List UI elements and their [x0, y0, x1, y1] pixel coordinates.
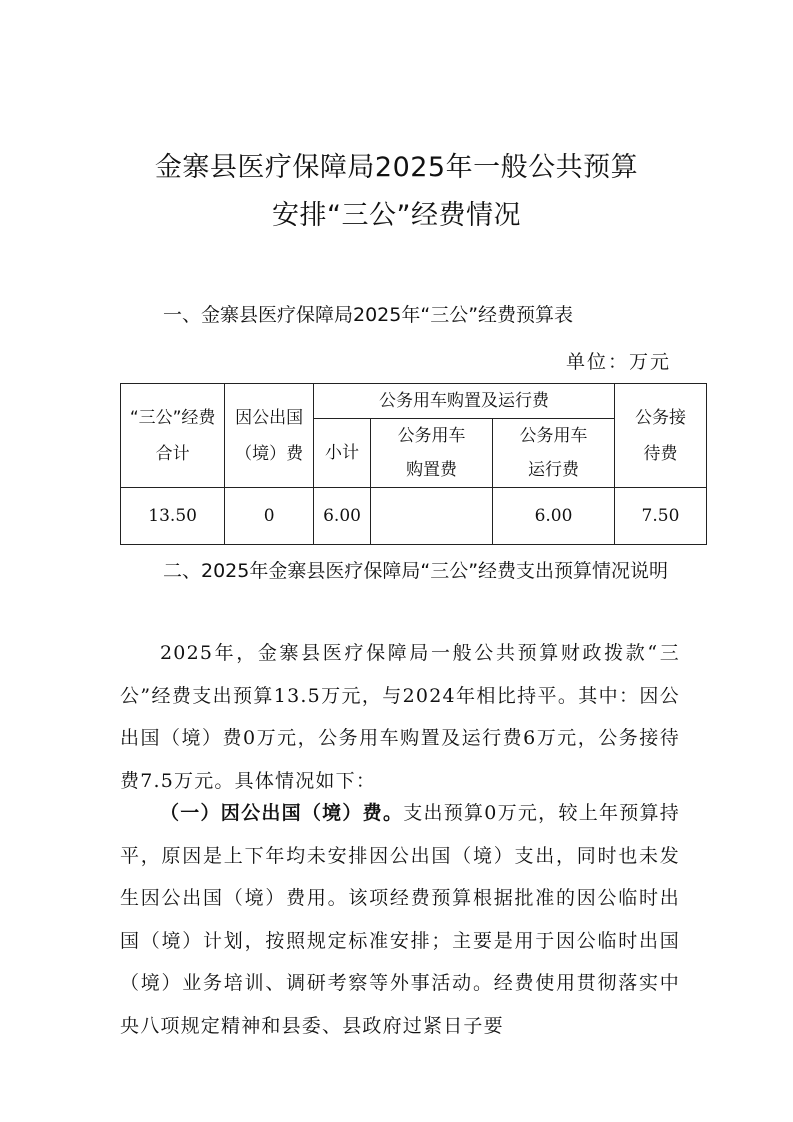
cell-abroad: 0	[225, 488, 314, 545]
header-total	[121, 384, 225, 488]
header-abroad	[225, 384, 314, 488]
header-total-label: “三公”经费合计	[129, 407, 216, 464]
budget-table	[120, 383, 707, 545]
cell-total: 13.50	[121, 488, 225, 545]
table-row	[121, 488, 707, 545]
header-reception-label: 公务接待费	[634, 407, 686, 464]
section2-heading-text: 二、2025年金寨县医疗保障局“三公”经费支出预算情况说明	[163, 560, 669, 582]
cell-reception: 7.50	[614, 488, 706, 545]
unit-label: 单位：万元	[566, 351, 672, 373]
header-vehicle-operation	[493, 419, 615, 488]
header-reception	[614, 384, 706, 488]
paragraph-summary: 2025年，金寨县医疗保障局一般公共预算财政拨款“三公”经费支出预算13.5万元，与2024年相比持平。其中：因公出国（境）费0万元，公务用车购置及运行费6万元，公务接待费7.5万元。具体情况如下：	[120, 642, 680, 792]
header-vehicle-purchase-label: 公务用车购置费	[397, 426, 466, 480]
document-title-line1: 金寨县医疗保障局2025年一般公共预算	[154, 152, 639, 183]
cell-vehicle-purchase	[371, 488, 493, 545]
header-subtotal: 小计	[313, 419, 370, 488]
header-vehicle-group: 公务用车购置及运行费	[313, 384, 614, 419]
header-vehicle-purchase	[371, 419, 493, 488]
paragraph-abroad-body: 支出预算0万元，较上年预算持平，原因是上下年均未安排因公出国（境）支出，同时也未发生因公出国（境）费用。该项经费预算根据批准的因公临时出国（境）计划，按照规定标准安排；主要是用于因公临时出国（境）业务培训、调研考察等外事活动。经费使用贯彻落实中央八项规定精神和县委、县政府过紧日子要	[120, 802, 680, 1037]
paragraph-abroad-lead: （一）因公出国（境）费。	[160, 802, 404, 824]
header-vehicle-operation-label: 公务用车运行费	[519, 426, 588, 480]
cell-vehicle-operation: 6.00	[493, 488, 615, 545]
paragraph-abroad	[120, 792, 680, 1047]
header-abroad-label: 因公出国（境）费	[235, 407, 304, 464]
cell-subtotal: 6.00	[313, 488, 370, 545]
section1-heading: 一、金寨县医疗保障局2025年“三公”经费预算表	[163, 304, 574, 326]
section2-heading	[120, 550, 680, 592]
document-title-line2: 安排“三公”经费情况	[272, 200, 521, 231]
